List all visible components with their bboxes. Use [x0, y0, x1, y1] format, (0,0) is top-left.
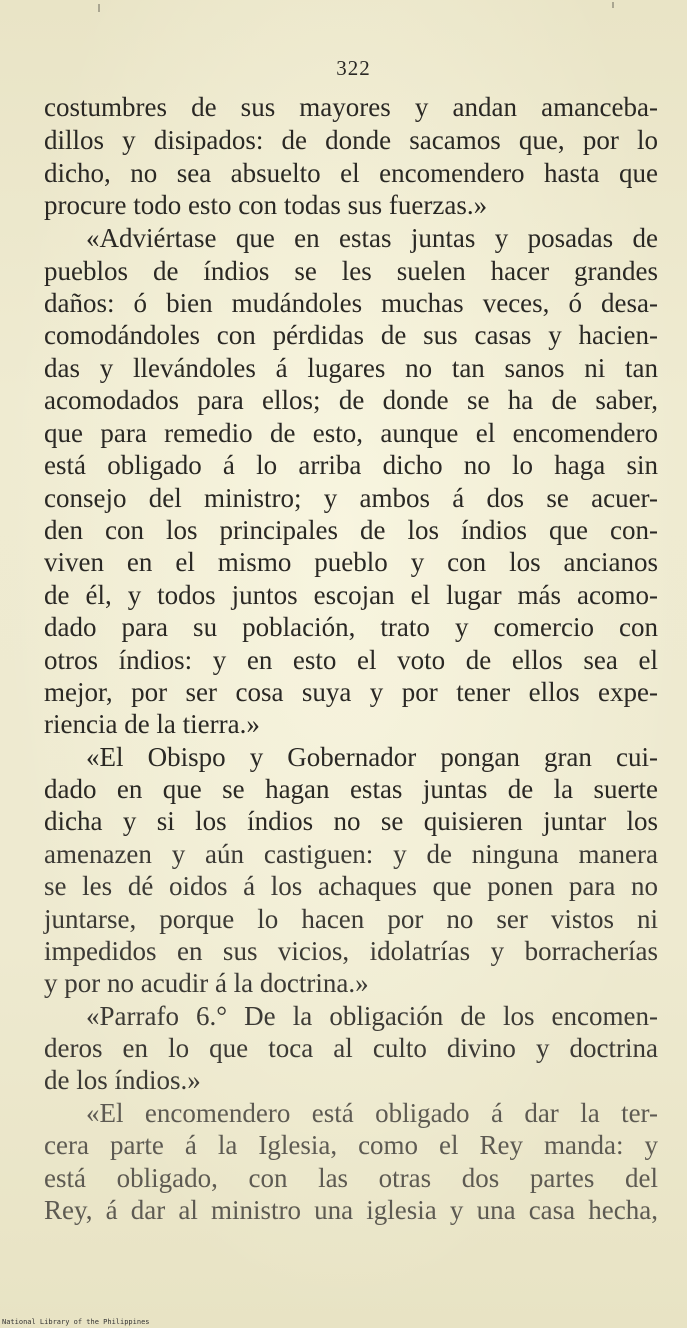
- section-heading-line: deros en lo que toca al culto divino y doctrina: [44, 1033, 658, 1063]
- text-line: está obligado, con las otras dos partes del: [44, 1163, 658, 1193]
- text-line: «Adviértase que en estas juntas y posadas de: [86, 223, 658, 253]
- scan-speck: [98, 4, 100, 12]
- text-line: den con los principales de los índios que con-: [44, 515, 658, 545]
- text-line: Rey, á dar al ministro una iglesia y una casa hecha,: [44, 1195, 658, 1225]
- text-line: comodándoles con pérdidas de sus casas y hacien-: [44, 320, 658, 350]
- text-line: acomodados para ellos; de donde se ha de saber,: [44, 385, 658, 415]
- text-line: amenazen y aún castiguen: y de ninguna manera: [44, 839, 658, 869]
- text-line: dillos y disipados: de donde sacamos que, por lo: [44, 125, 658, 155]
- text-line: procure todo esto con todas sus fuerzas.»: [44, 190, 488, 220]
- text-line: das y llevándoles á lugares no tan sanos ni tan: [44, 353, 658, 383]
- text-line: «El Obispo y Gobernador pongan gran cui-: [86, 742, 658, 772]
- section-heading-line: «Parrafo 6.° De la obligación de los encomen-: [86, 1001, 658, 1031]
- text-line: juntarse, porque lo hacen por no ser vistos ni: [44, 904, 658, 934]
- text-line: costumbres de sus mayores y andan amanceba-: [44, 92, 658, 122]
- text-line: impedidos en sus vicios, idolatrías y borracherías: [44, 936, 658, 966]
- text-line: dado en que se hagan estas juntas de la suerte: [44, 774, 658, 804]
- text-line: de él, y todos juntos escojan el lugar más acomo-: [44, 580, 658, 610]
- text-line: consejo del ministro; y ambos á dos se acuer-: [44, 483, 658, 513]
- text-line: que para remedio de esto, aunque el encomendero: [44, 418, 658, 448]
- text-line: se les dé oidos á los achaques que ponen para no: [44, 871, 658, 901]
- text-line: riencia de la tierra.»: [44, 709, 260, 739]
- text-line: pueblos de índios se les suelen hacer grandes: [44, 256, 658, 286]
- text-line: dicha y si los índios no se quisieren juntar los: [44, 806, 658, 836]
- text-line: está obligado á lo arriba dicho no lo haga sin: [44, 450, 658, 480]
- text-line: otros índios: y en esto el voto de ellos sea el: [44, 645, 658, 675]
- scan-speck: [612, 2, 614, 8]
- section-heading-line: de los índios.»: [44, 1065, 201, 1095]
- text-line: dado para su población, trato y comercio con: [44, 612, 658, 642]
- text-line: viven en el mismo pueblo y con los ancianos: [44, 547, 658, 577]
- text-line: mejor, por ser cosa suya y por tener ellos expe-: [44, 677, 658, 707]
- text-line: y por no acudir á la doctrina.»: [44, 968, 369, 998]
- text-line: dicho, no sea absuelto el encomendero hasta que: [44, 158, 658, 188]
- text-line: cera parte á la Iglesia, como el Rey manda: y: [44, 1130, 658, 1160]
- page-number: 322: [336, 56, 371, 80]
- library-credit: National Library of the Philippines: [2, 1318, 150, 1326]
- text-line: daños: ó bien mudándoles muchas veces, ó desa-: [44, 288, 658, 318]
- text-line: «El encomendero está obligado á dar la ter-: [86, 1098, 658, 1128]
